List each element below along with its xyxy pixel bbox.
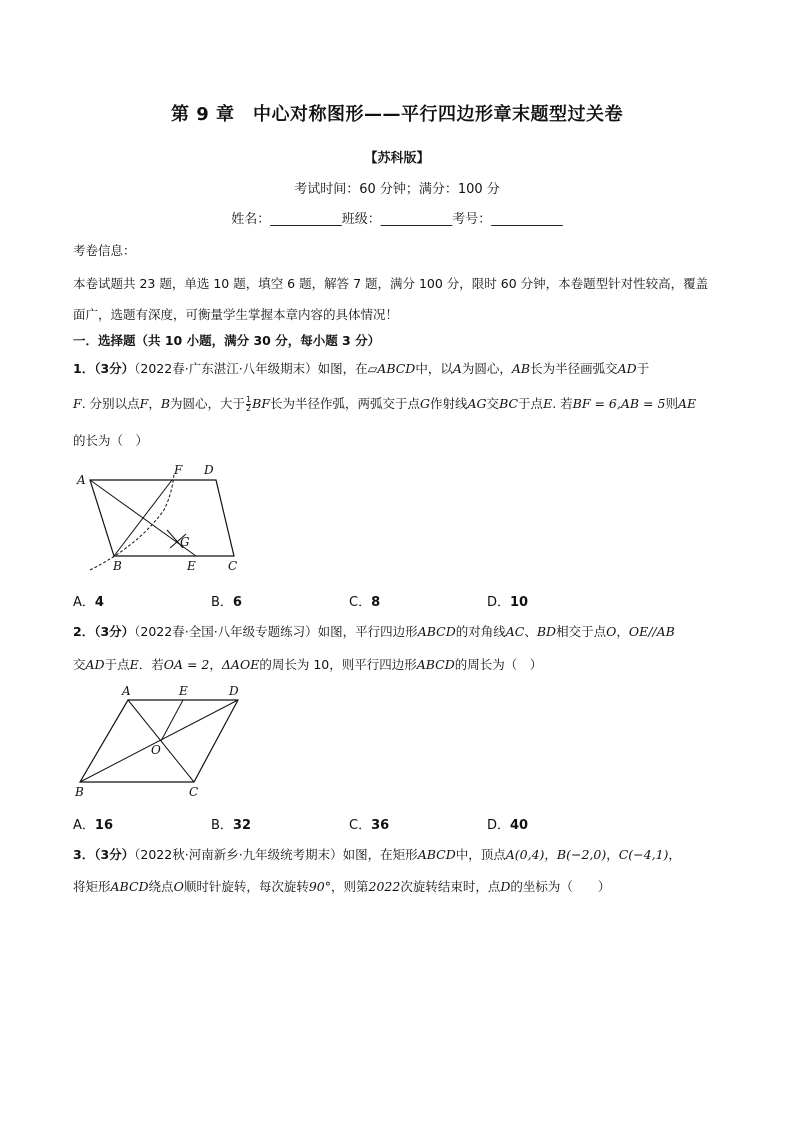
option-value: 36 [371, 818, 390, 833]
math: BC [499, 396, 519, 411]
question-number: 2． [73, 624, 95, 639]
math: B [160, 396, 171, 411]
student-info-line: 姓名：___________班级：___________考号：___________ [231, 212, 563, 227]
math: D [500, 879, 511, 894]
question-source: （2022春·广东湛江·八年级期末） [134, 361, 318, 376]
text: 如图，在矩形 [342, 847, 418, 862]
question-3-line-2 [73, 877, 610, 895]
text: 为圆心， [461, 361, 512, 376]
label-d: D [204, 463, 214, 477]
question-source: （2022春·全国·八年级专题练习） [134, 624, 318, 639]
math: ABCD [377, 361, 416, 376]
math: F [73, 396, 82, 411]
math: G [420, 396, 431, 411]
option-d[interactable] [487, 814, 528, 833]
text: 作射线 [430, 396, 468, 411]
math: OE//AB [628, 624, 675, 639]
text: 长为半径画弧交 [530, 361, 618, 376]
option-letter: C． [349, 818, 372, 833]
text: 、 [524, 624, 537, 639]
math: O [173, 879, 184, 894]
question-number: 1． [73, 361, 95, 376]
question-2-figure [70, 682, 250, 802]
text: ， [209, 657, 222, 672]
segment-bf [114, 480, 172, 556]
text: 的对角线 [455, 624, 506, 639]
option-d[interactable] [487, 591, 528, 610]
question-score: （3分） [94, 624, 135, 639]
math: OA = 2 [163, 657, 210, 672]
question-3-line-1 [73, 845, 681, 863]
label-f: F [174, 463, 183, 477]
math: ABCD [417, 624, 456, 639]
text: 长为半径作弧，两弧交于点 [270, 396, 421, 411]
label-b: B [113, 559, 122, 573]
option-value: 16 [94, 818, 113, 833]
math: BD [536, 624, 557, 639]
text: 顺时针旋转，每次旋转 [183, 879, 309, 894]
fraction-numerator: 1 [246, 395, 252, 404]
option-letter: C． [349, 595, 372, 610]
question-2-options [73, 814, 633, 832]
math: ABCD [417, 847, 456, 862]
math: AC [505, 624, 525, 639]
math: AD [85, 657, 105, 672]
math: ABCD [110, 879, 149, 894]
text: 于 [636, 361, 650, 376]
math: E [543, 396, 553, 411]
text: 如图，在▱ [317, 361, 378, 376]
math: E [129, 657, 139, 672]
text: 则 [665, 396, 678, 411]
label-a: A [122, 684, 131, 698]
question-score: （3分） [94, 361, 135, 376]
text: 的周长为（ ） [454, 657, 543, 672]
math: AE [677, 396, 697, 411]
text: 的坐标为（ ） [510, 879, 611, 894]
text: 将矩形 [73, 879, 111, 894]
question-1-line-1 [73, 359, 649, 377]
label-a: A [77, 473, 86, 487]
question-1-line-3: 的长为（ ） [73, 433, 149, 448]
label-o: O [151, 743, 161, 757]
question-score: （3分） [94, 847, 135, 862]
math: BF [252, 396, 270, 411]
text: ．若 [138, 657, 164, 672]
option-b[interactable] [211, 814, 251, 833]
text: ， [606, 847, 619, 862]
label-e: E [179, 684, 188, 698]
question-1-line-2 [73, 394, 696, 413]
option-letter: A． [73, 595, 95, 610]
question-number: 3． [73, 847, 95, 862]
math: BF = 6,AB = 5 [572, 396, 666, 411]
text: 次旋转结束时，点 [400, 879, 501, 894]
text: ， [668, 847, 681, 862]
text: 绕点 [148, 879, 174, 894]
label-c: C [189, 785, 199, 799]
math: ABCD [416, 657, 455, 672]
option-value: 8 [371, 595, 381, 610]
text: 交 [486, 396, 500, 411]
exam-info-line-2: 面广，选题有深度，可衡量学生掌握本章内容的具体情况！ [73, 307, 399, 322]
label-g: G [180, 535, 190, 549]
question-2-line-1 [73, 622, 675, 640]
option-letter: B． [211, 595, 233, 610]
fraction-denominator: 2 [246, 404, 252, 413]
question-1-options [73, 591, 633, 609]
text: 中，顶点 [455, 847, 506, 862]
option-value: 10 [510, 595, 529, 610]
math: 2022 [368, 879, 401, 894]
option-letter: B． [211, 818, 233, 833]
option-letter: D． [487, 818, 511, 833]
exam-info-line-1: 本卷试题共 23 题，单选 10 题，填空 6 题，解答 7 题，满分 100 分，限时 60 分钟，本卷题型针对性较高，覆盖 [73, 276, 709, 291]
option-c[interactable] [349, 591, 380, 610]
option-b[interactable] [211, 591, 242, 610]
option-value: 6 [232, 595, 242, 610]
text: 的周长为 10，则平行四边形 [259, 657, 417, 672]
math: C(−4,1) [618, 847, 669, 862]
math: B(−2,0) [556, 847, 607, 862]
text: . 分别以点 [81, 396, 140, 411]
math: ΔAOE [221, 657, 260, 672]
text: ，则第 [330, 879, 369, 894]
option-a[interactable] [73, 814, 113, 833]
exam-time: 考试时间：60 分钟；满分：100 分 [294, 182, 500, 197]
label-e: E [187, 559, 196, 573]
option-letter: D． [487, 595, 511, 610]
text: 于点 [518, 396, 544, 411]
text: ， [616, 624, 629, 639]
text: ， [544, 847, 557, 862]
math: AD [617, 361, 637, 376]
math: A [452, 361, 462, 376]
text: 中，以 [415, 361, 453, 376]
text: 交 [73, 657, 86, 672]
question-source: （2022秋·河南新乡·九年级统考期末） [134, 847, 343, 862]
math: AG [467, 396, 487, 411]
text: 如图，平行四边形 [317, 624, 418, 639]
label-c: C [228, 559, 238, 573]
edition-label: 【苏科版】 [364, 151, 430, 166]
text: . 若 [552, 396, 573, 411]
label-d: D [229, 684, 239, 698]
segment-oe [161, 700, 183, 741]
math: AB [511, 361, 531, 376]
section-heading: 一．选择题（共 10 小题，满分 30 分，每小题 3 分） [73, 333, 381, 348]
option-c[interactable] [349, 814, 389, 833]
question-1-figure [70, 458, 250, 578]
question-2-line-2 [73, 655, 542, 673]
option-value: 32 [232, 818, 252, 833]
option-a[interactable] [73, 591, 104, 610]
exam-info-label: 考卷信息： [73, 243, 136, 258]
text: 为圆心，大于 [170, 396, 246, 411]
label-b: B [75, 785, 84, 799]
text: ， [148, 396, 161, 411]
option-value: 4 [94, 595, 104, 610]
parallelogram-abcd [90, 480, 234, 556]
math: A(0,4) [505, 847, 545, 862]
option-letter: A． [73, 818, 95, 833]
page-title: 第 9 章 中心对称图形——平行四边形章末题型过关卷 [170, 104, 624, 125]
text: 相交于点 [556, 624, 607, 639]
math: F [139, 396, 149, 411]
math: O [606, 624, 617, 639]
option-value: 40 [510, 818, 529, 833]
text: 于点 [104, 657, 130, 672]
math: 90° [308, 879, 331, 894]
fraction-half [246, 396, 251, 413]
